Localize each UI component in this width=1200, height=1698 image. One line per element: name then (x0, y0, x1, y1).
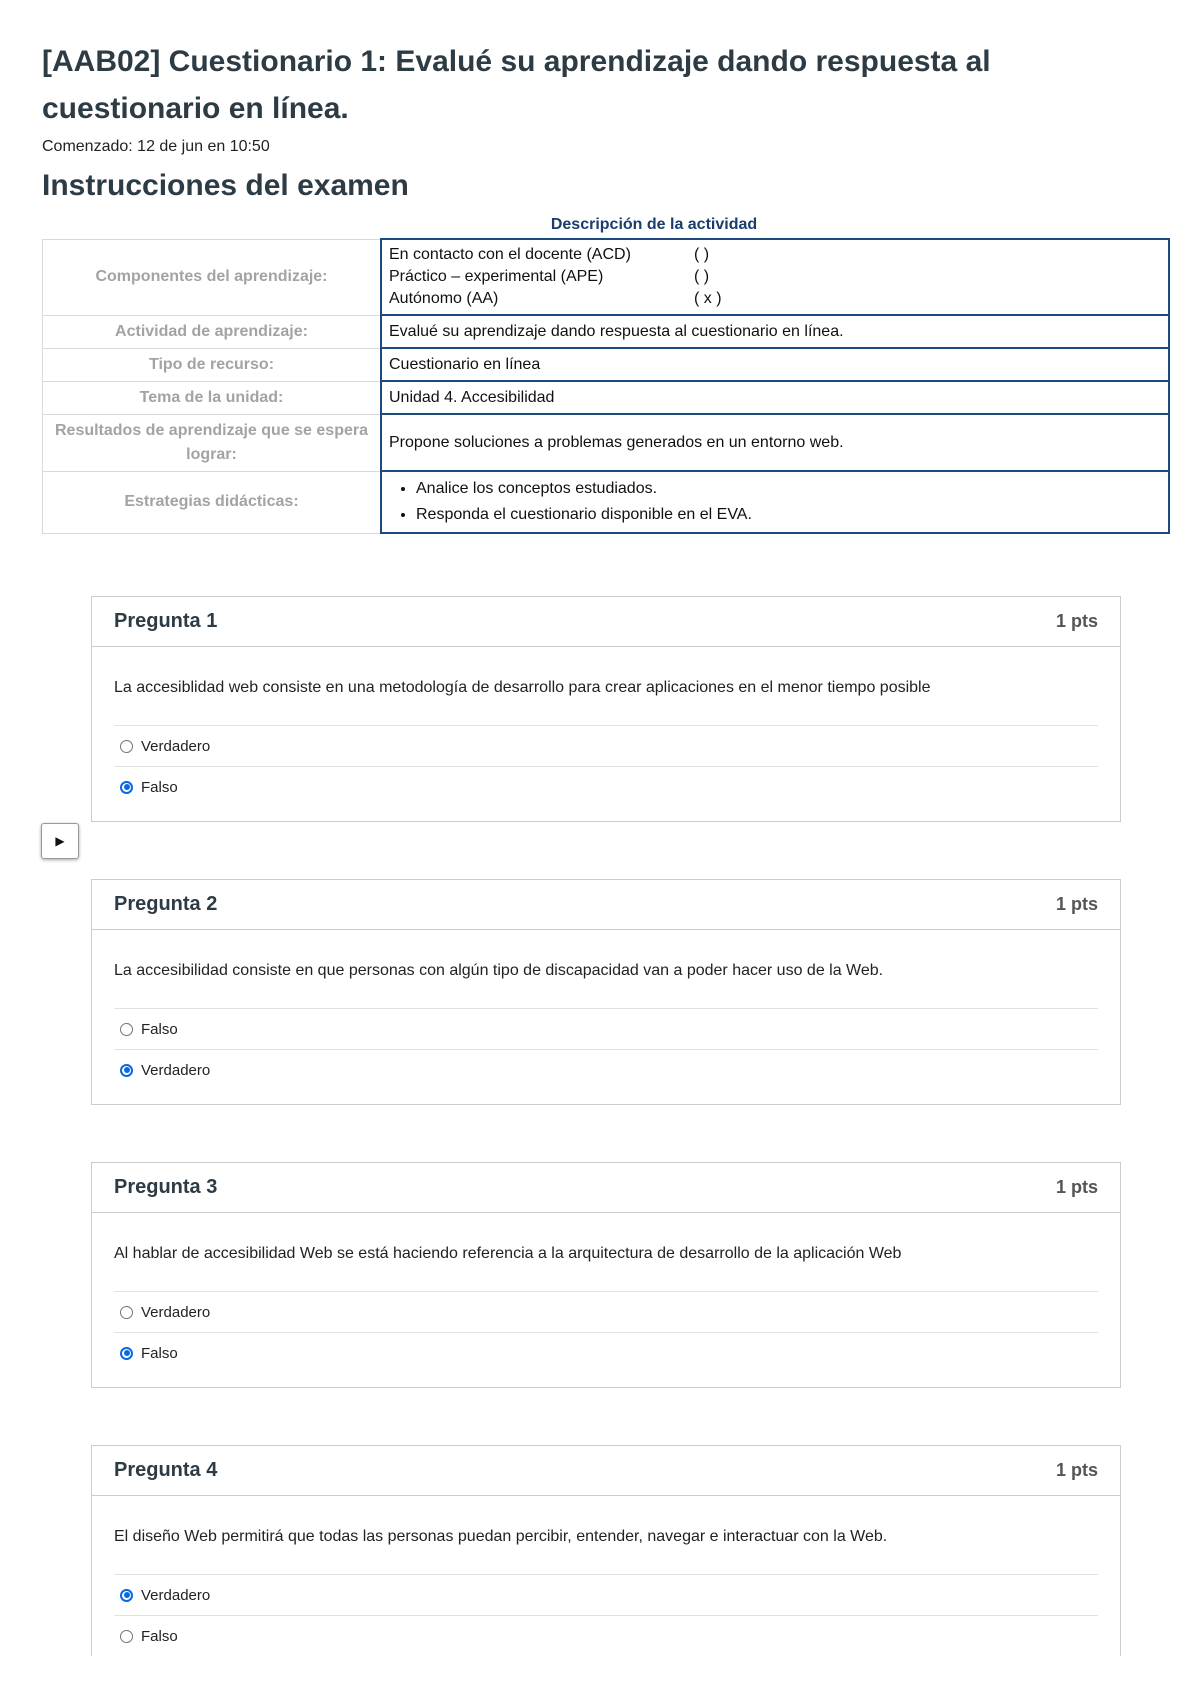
component-item: Práctico – experimental (APE) ( ) (389, 268, 710, 285)
question-points: 1 pts (1055, 611, 1098, 631)
question-title: Pregunta 1 (114, 610, 218, 632)
question-title: Pregunta 4 (114, 1459, 218, 1481)
question-card-4 (91, 1445, 1121, 1656)
play-triangle-icon: ▶ (55, 834, 65, 848)
radio-button-checked[interactable] (120, 1064, 133, 1077)
list-item: • Analice los conceptos estudiados. (416, 476, 1161, 502)
strategies-value (381, 471, 1169, 533)
answer-option[interactable] (114, 1615, 1098, 1656)
row-label: Tipo de recurso: (43, 348, 382, 381)
row-value: Unidad 4. Accesibilidad (381, 381, 1169, 414)
question-points: 1 pts (1055, 894, 1098, 914)
components-label: Componentes del aprendizaje: (43, 239, 382, 315)
description-caption: Descripción de la actividad (550, 216, 758, 233)
answer-label: Falso (141, 778, 178, 796)
answer-label: Verdadero (141, 1061, 211, 1079)
radio-button[interactable] (120, 740, 133, 753)
answer-option[interactable] (114, 1291, 1098, 1332)
answer-option[interactable] (114, 1008, 1098, 1049)
question-card-1 (91, 596, 1121, 822)
radio-button-checked[interactable] (120, 781, 133, 794)
answer-option[interactable] (114, 1049, 1098, 1090)
question-header (92, 880, 1120, 930)
started-timestamp: Comenzado: 12 de jun en 10:50 (42, 138, 270, 155)
activity-description-table (42, 238, 1170, 534)
radio-button-checked[interactable] (120, 1347, 133, 1360)
row-label: Tema de la unidad: (43, 381, 382, 414)
strategies-label: Estrategias didácticas: (43, 471, 382, 533)
answer-option[interactable] (114, 1332, 1098, 1373)
row-label: Actividad de aprendizaje: (43, 315, 382, 348)
radio-button[interactable] (120, 1306, 133, 1319)
components-row (43, 239, 1170, 315)
answer-label: Falso (141, 1344, 178, 1362)
answer-label: Falso (141, 1627, 178, 1645)
row-value: Propone soluciones a problemas generados en un entorno web. (381, 414, 1169, 471)
question-text: El diseño Web permitirá que todas las personas puedan percibir, entender, navegar e interactuar con la Web. (114, 1528, 888, 1545)
question-text: Al hablar de accesibilidad Web se está haciendo referencia a la arquitectura de desarrollo de la aplicación Web (114, 1245, 902, 1262)
question-points: 1 pts (1055, 1460, 1098, 1480)
strategies-row (43, 471, 1170, 533)
answer-label: Falso (141, 1020, 178, 1038)
question-card-2 (91, 879, 1121, 1105)
strategies-list (389, 476, 1161, 528)
answer-option[interactable] (114, 766, 1098, 807)
component-item: Autónomo (AA) ( x ) (389, 290, 722, 307)
table-row (43, 414, 1170, 471)
row-value: Cuestionario en línea (381, 348, 1169, 381)
question-text: La accesibilidad consiste en que personas con algún tipo de discapacidad van a poder hacer uso de la Web. (114, 962, 884, 979)
toggle-question-list-button[interactable] (41, 823, 79, 859)
radio-button[interactable] (120, 1023, 133, 1036)
answer-label: Verdadero (141, 1303, 211, 1321)
answer-label: Verdadero (141, 1586, 211, 1604)
question-card-3 (91, 1162, 1121, 1388)
quiz-page (42, 38, 1170, 534)
list-item: • Responda el cuestionario disponible en el EVA. (416, 502, 1161, 528)
question-points: 1 pts (1055, 1177, 1098, 1197)
radio-button[interactable] (120, 1630, 133, 1643)
table-row (43, 381, 1170, 414)
table-row (43, 315, 1170, 348)
answer-option[interactable] (114, 1574, 1098, 1615)
instructions-heading: Instrucciones del examen (42, 169, 409, 202)
row-label: Resultados de aprendizaje que se espera lograr: (43, 414, 382, 471)
question-header (92, 1446, 1120, 1496)
table-row (43, 348, 1170, 381)
component-item: En contacto con el docente (ACD) ( ) (389, 246, 710, 263)
question-title: Pregunta 3 (114, 1176, 218, 1198)
row-value: Evalué su aprendizaje dando respuesta al cuestionario en línea. (381, 315, 1169, 348)
question-header (92, 1163, 1120, 1213)
question-text: La accesiblidad web consiste en una metodología de desarrollo para crear aplicaciones en el menor tiempo posible (114, 679, 931, 696)
radio-button-checked[interactable] (120, 1589, 133, 1602)
answer-label: Verdadero (141, 737, 211, 755)
page-title: [AAB02] Cuestionario 1: Evalué su aprendizaje dando respuesta al cuestionario en línea. (42, 45, 991, 125)
question-title: Pregunta 2 (114, 893, 218, 915)
answer-option[interactable] (114, 725, 1098, 766)
components-value (381, 239, 1169, 315)
question-header (92, 597, 1120, 647)
